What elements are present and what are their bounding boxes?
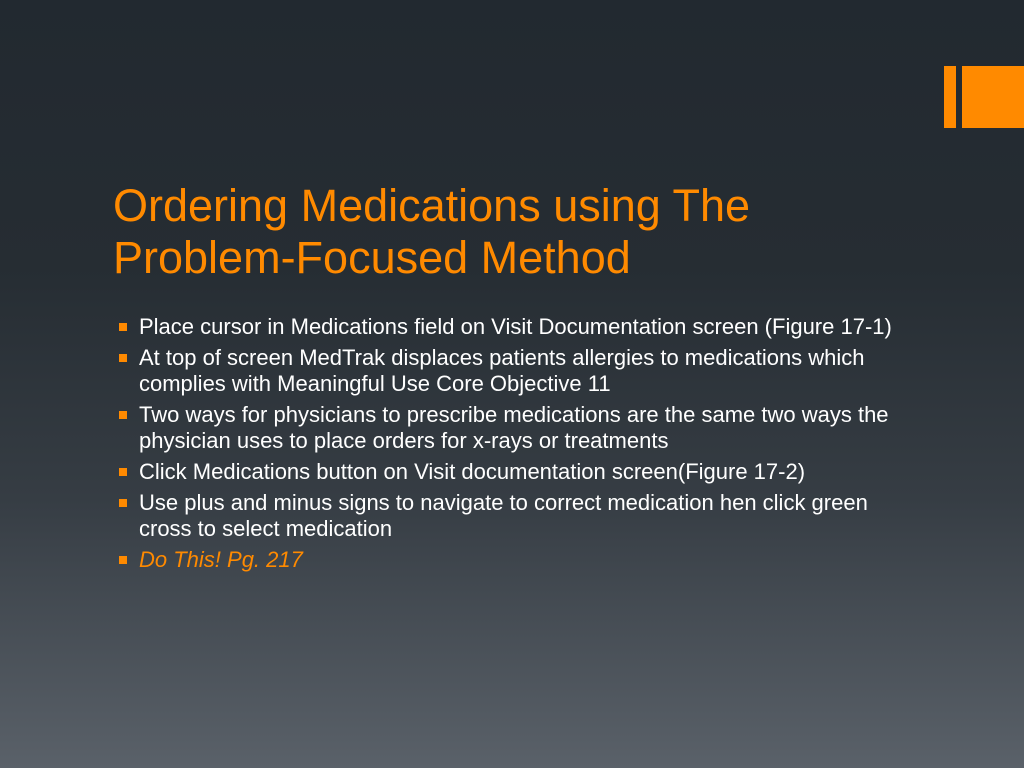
bullet-text: Place cursor in Medications field on Visit Documentation screen (Figure 17-1) xyxy=(139,314,892,339)
corner-accent-block xyxy=(962,66,1024,128)
bullet-item xyxy=(118,459,918,485)
bullet-text: At top of screen MedTrak displaces patients allergies to medications which complies with Meaningful Use Core Objective 11 xyxy=(139,345,865,396)
bullet-text: Do This! Pg. 217 xyxy=(139,547,303,572)
bullet-text: Click Medications button on Visit documentation screen(Figure 17-2) xyxy=(139,459,806,484)
bullet-item-highlight xyxy=(118,547,918,573)
slide-title: Ordering Medications using The Problem-Focused Method xyxy=(113,180,751,283)
square-bullet-icon xyxy=(119,323,127,331)
corner-accent-thin-bar xyxy=(944,66,956,128)
square-bullet-icon xyxy=(119,411,127,419)
square-bullet-icon xyxy=(119,468,127,476)
bullet-item xyxy=(118,402,918,454)
bullet-list xyxy=(118,314,918,578)
square-bullet-icon xyxy=(119,556,127,564)
square-bullet-icon xyxy=(119,499,127,507)
bullet-item xyxy=(118,314,918,340)
bullet-text: Two ways for physicians to prescribe medications are the same two ways the physician uses to place orders for x-rays or treatments xyxy=(139,402,889,453)
bullet-text: Use plus and minus signs to navigate to correct medication hen click green cross to select medication xyxy=(139,490,868,541)
square-bullet-icon xyxy=(119,354,127,362)
bullet-item xyxy=(118,490,918,542)
bullet-item xyxy=(118,345,918,397)
